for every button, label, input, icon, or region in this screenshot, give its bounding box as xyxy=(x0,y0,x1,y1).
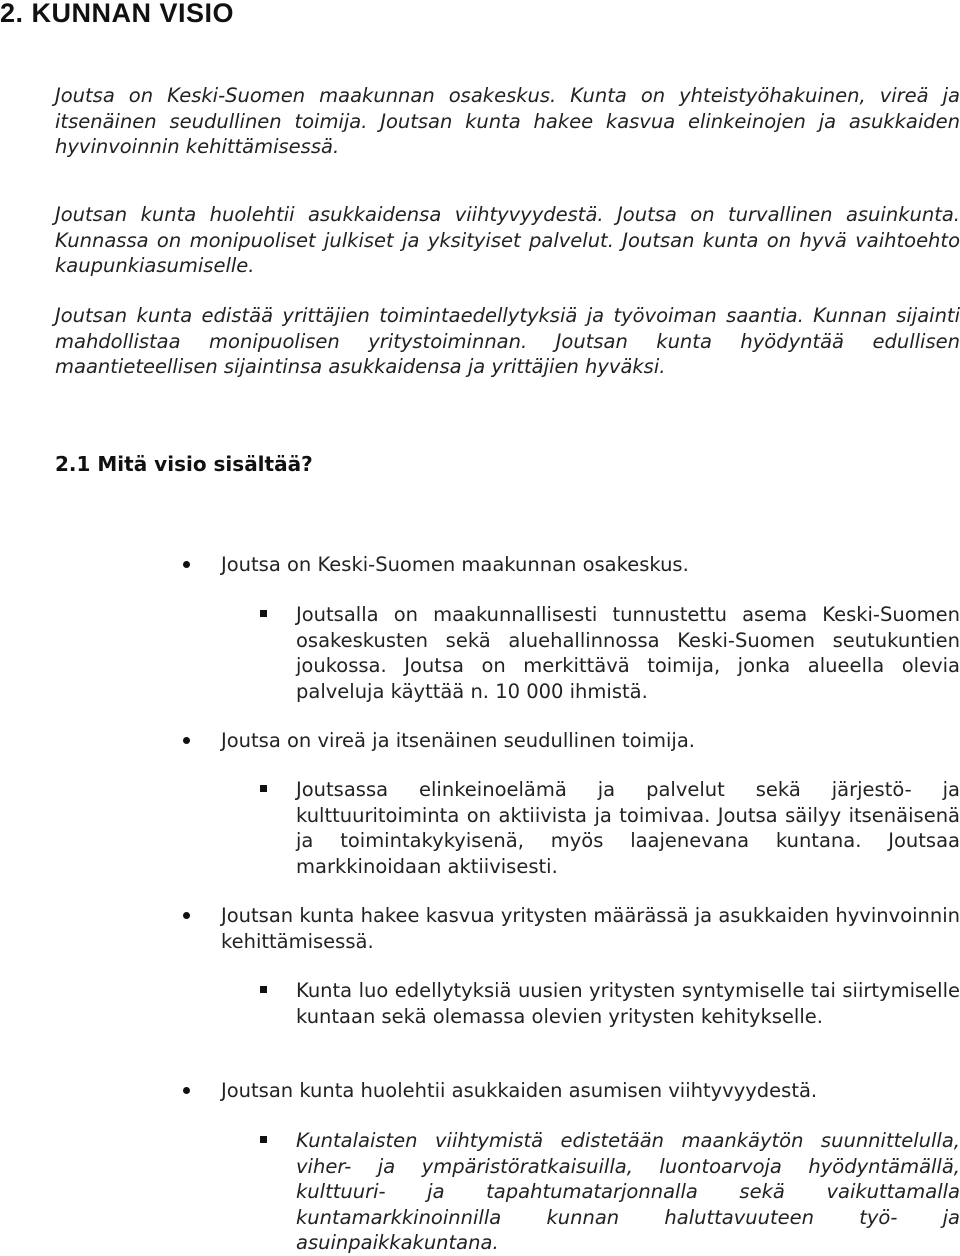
sub-bullet-text: Joutsalla on maakunnallisesti tunnustettu asema Keski-Suomen osakeskusten sekä aluehallinnossa Keski-Suomen seutukuntien joukossa. Joutsa on merkittävä toimija, jonka alueella olevia palveluja käyttää n. 10 000 ihmistä. xyxy=(296,603,960,703)
bullet-dot-icon xyxy=(183,912,190,919)
bullet-dot-icon xyxy=(183,1087,190,1094)
sub-bullet-text: Kuntalaisten viihtymistä edistetään maankäytön suunnittelulla, viher- ja ympäristöratkaisuilla, luontoarvoja hyödyntämällä, kulttuuri- ja tapahtumatarjonnalla sekä vaikuttamalla kuntamarkkinoinnilla kunnan haluttavuuteen työ- ja asuinpaikkakuntana. xyxy=(296,1129,960,1254)
bullet-text: Joutsan kunta hakee kasvua yritysten määrässä ja asukkaiden hyvinvoinnin kehittämisessä. xyxy=(221,904,960,953)
square-bullet-icon xyxy=(260,986,267,993)
intro-paragraph: Joutsan kunta edistää yrittäjien toimintaedellytyksiä ja työvoiman saantia. Kunnan sijainti mahdollistaa monipuolisen yritystoiminnan. Joutsan kunta hyödyntää edullisen maantieteellisen sijaintinsa asukkaidensa ja yrittäjien hyväksi. xyxy=(55,304,960,378)
sub-bullet-text: Kunta luo edellytyksiä uusien yritysten syntymiselle tai siirtymiselle kuntaan sekä olemassa olevien yritysten kehitykselle. xyxy=(296,979,960,1028)
bullet-text: Joutsa on vireä ja itsenäinen seudullinen toimija. xyxy=(221,729,695,752)
bullet-dot-icon xyxy=(183,561,190,568)
section-subheading: 2.1 Mitä visio sisältää? xyxy=(55,452,313,476)
intro-paragraph: Joutsan kunta huolehtii asukkaidensa viihtyvyydestä. Joutsa on turvallinen asuinkunta. Kunnassa on monipuoliset julkiset ja yksityiset palvelut. Joutsan kunta on hyvä vaihtoehto kaupunkiasumiselle. xyxy=(55,203,960,277)
bullet-dot-icon xyxy=(183,737,190,744)
bullet-text: Joutsan kunta huolehtii asukkaiden asumisen viihtyvyydestä. xyxy=(221,1079,818,1102)
sub-bullet-text: Joutsassa elinkeinoelämä ja palvelut sekä järjestö- ja kulttuuritoiminta on aktiivista ja toimivaa. Joutsa säilyy itsenäisenä ja toimintakykyisenä, myös laajenevana kuntana. Joutsaa markkinoidaan aktiivisesti. xyxy=(296,778,960,878)
bullet-text: Joutsa on Keski-Suomen maakunnan osakeskus. xyxy=(221,553,689,576)
square-bullet-icon xyxy=(260,1136,267,1143)
square-bullet-icon xyxy=(260,785,267,792)
page-heading: 2. KUNNAN VISIO xyxy=(0,0,235,28)
square-bullet-icon xyxy=(260,610,267,617)
intro-paragraph: Joutsa on Keski-Suomen maakunnan osakeskus. Kunta on yhteistyöhakuinen, vireä ja itsenäinen seudullinen toimija. Joutsan kunta hakee kasvua elinkeinojen ja asukkaiden hyvinvoinnin kehittämisessä. xyxy=(55,84,960,158)
